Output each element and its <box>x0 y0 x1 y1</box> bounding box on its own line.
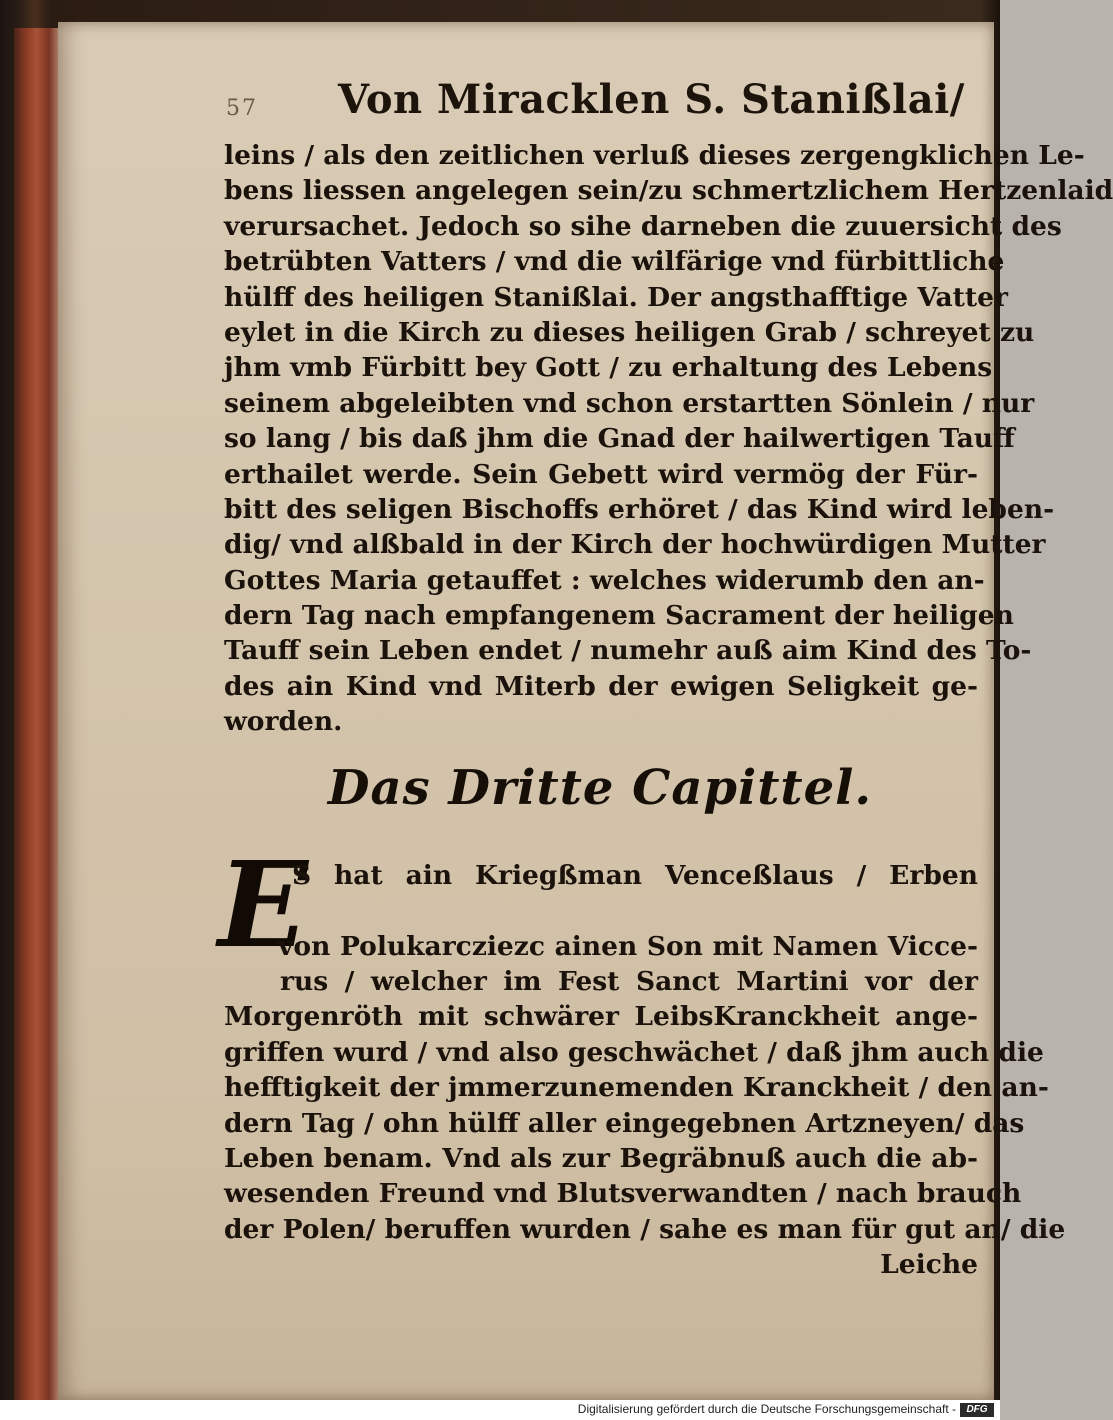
text-line: Tauff sein Leben endet / numehr auß aim Kind des To- <box>224 635 1032 667</box>
page-folio-number: 57 <box>226 96 258 121</box>
drop-cap-initial: E <box>218 835 308 974</box>
text-line: rus / welcher im Fest Sanct Martini vor der <box>280 966 978 997</box>
paragraph-1 <box>224 138 1113 740</box>
book-spine-edge <box>14 28 64 1400</box>
text-line: wesenden Freund vnd Blutsverwandten / nach brauch <box>224 1178 1022 1210</box>
text-line: eylet in die Kirch zu dieses heiligen Grab / schreyet zu <box>224 316 1035 348</box>
text-line: von Polukarcziezc ainen Son mit Namen Vicce- <box>278 931 978 962</box>
text-line: Leben benam. Vnd als zur Begräbnuß auch die ab- <box>224 1142 978 1174</box>
text-line: verursachet. Jedoch so sihe darneben die zuuersicht des <box>224 210 1062 242</box>
text-line: des ain Kind vnd Miterb der ewigen Seligkeit ge- <box>224 670 978 702</box>
text-line: bens liessen angelegen sein/zu schmertzlichem Hertzenlaid <box>224 175 1113 207</box>
text-line: hefftigkeit der jmmerzunemenden Kranckheit / den an- <box>224 1072 1049 1104</box>
text-line: hülff des heiligen Stanißlai. Der angsthafftige Vatter <box>224 281 1008 313</box>
running-head: Von Miracklen S. Stanißlai/ <box>338 76 965 123</box>
catchword: Leiche <box>880 1249 978 1281</box>
text-line: Morgenröth mit schwärer LeibsKranckheit ange- <box>224 1001 978 1033</box>
funding-credit: Digitalisierung gefördert durch die Deutsche Forschungsgemeinschaft - <box>577 1402 956 1416</box>
paragraph-2-opening <box>292 858 978 893</box>
paragraph-2-body <box>224 964 1066 1283</box>
text-line: erthailet werde. Sein Gebett wird vermög der Für- <box>224 458 978 490</box>
text-line: griffen wurd / vnd also geschwächet / daß jhm auch die <box>224 1036 1044 1068</box>
paragraph-2-second-line <box>278 929 978 964</box>
text-line: jhm vmb Fürbitt bey Gott / zu erhaltung des Lebens <box>224 352 993 384</box>
text-line: seinem abgeleibten vnd schon erstartten Sönlein / nur <box>224 387 1035 419</box>
chapter-heading: Das Dritte Capittel. <box>327 760 873 816</box>
text-line: leins / als den zeitlichen verluß dieses zergengklichen Le- <box>224 140 1085 171</box>
text-line: Gottes Maria getauffet : welches widerumb den an- <box>224 564 985 596</box>
text-line: S hat ain Kriegßman Venceßlaus / Erben <box>292 860 978 891</box>
dfg-logo: DFG <box>960 1403 994 1417</box>
text-line: dern Tag / ohn hülff aller eingegebnen Artzneyen/ das <box>224 1107 1025 1139</box>
text-line: bitt des seligen Bischoffs erhöret / das Kind wird leben- <box>224 493 1055 525</box>
text-line: dern Tag nach empfangenem Sacrament der heiligen <box>224 600 1014 632</box>
text-line: dig/ vnd alßbald in der Kirch der hochwürdigen Mutter <box>224 529 1046 561</box>
text-line: der Polen/ beruffen wurden / sahe es man für gut an/ die <box>224 1213 1066 1245</box>
text-line: worden. <box>224 706 343 738</box>
text-line: so lang / bis daß jhm die Gnad der hailwertigen Tauff <box>224 423 1015 455</box>
text-line: betrübten Vatters / vnd die wilfärige vnd fürbittliche <box>224 246 1005 278</box>
